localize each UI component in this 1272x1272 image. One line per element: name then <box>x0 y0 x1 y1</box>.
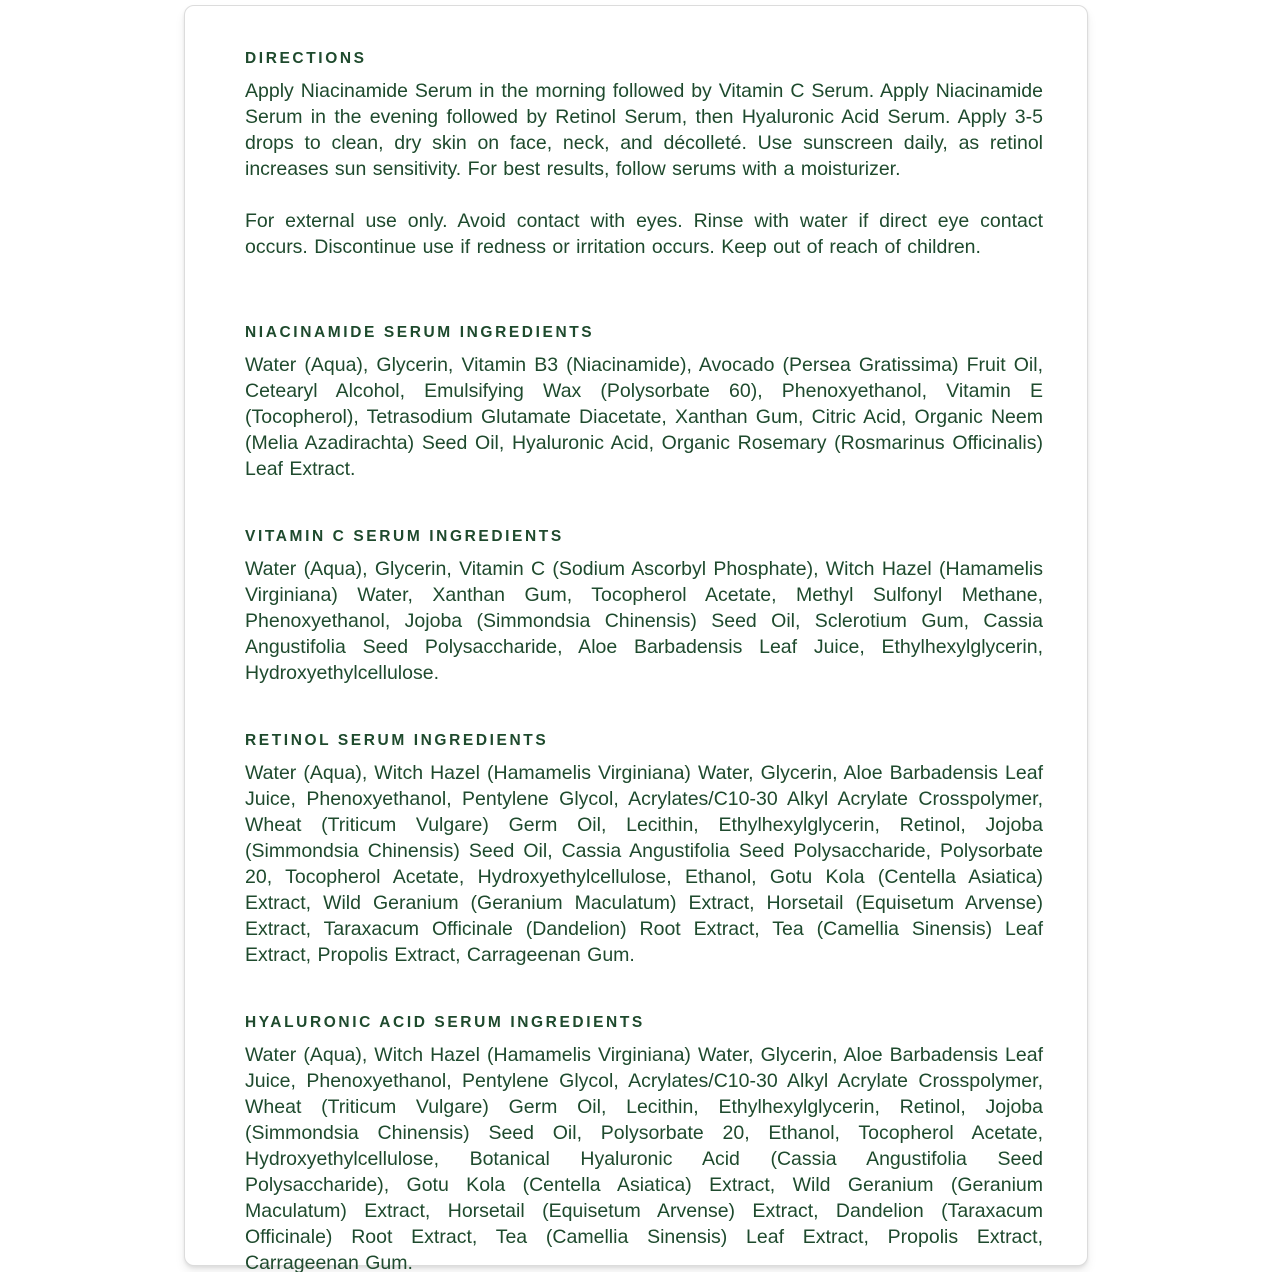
vitamin-c-ingredients-heading: VITAMIN C SERUM INGREDIENTS <box>245 528 564 545</box>
retinol-ingredients-list: Water (Aqua), Witch Hazel (Hamamelis Virginiana) Water, Glycerin, Aloe Barbadensis Leaf Juice, Phenoxyethanol, Pentylene Glycol, Acrylates/C10-30 Alkyl Acrylate Crosspolymer, Wheat (Triticum Vulgare) Germ Oil, Lecithin, Ethylhexylglycerin, Retinol, Jojoba (Simmondsia Chinensis) Seed Oil, Cassia Angustifolia Seed Polysaccharide, Polysorbate 20, Tocopherol Acetate, Hydroxyethylcellulose, Ethanol, Gotu Kola (Centella Asiatica) Extract, Wild Geranium (Geranium Maculatum) Extract, Horsetail (Equisetum Arvense) Extract, Taraxacum Officinale (Dandelion) Root Extract, Tea (Camellia Sinensis) Leaf Extract, Propolis Extract, Carrageenan Gum. <box>245 762 1043 966</box>
warning-paragraph: For external use only. Avoid contact with eyes. Rinse with water if direct eye contact occurs. Discontinue use if redness or irritation occurs. Keep out of reach of children. <box>245 210 1043 258</box>
section-directions <box>245 50 1043 260</box>
hyaluronic-ingredients-list: Water (Aqua), Witch Hazel (Hamamelis Virginiana) Water, Glycerin, Aloe Barbadensis Leaf Juice, Phenoxyethanol, Pentylene Glycol, Acrylates/C10-30 Alkyl Acrylate Crosspolymer, Wheat (Triticum Vulgare) Germ Oil, Lecithin, Ethylhexylglycerin, Retinol, Jojoba (Simmondsia Chinensis) Seed Oil, Polysorbate 20, Ethanol, Tocopherol Acetate, Hydroxyethylcellulose, Botanical Hyaluronic Acid (Cassia Angustifolia Seed Polysaccharide), Gotu Kola (Centella Asiatica) Extract, Wild Geranium (Geranium Maculatum) Extract, Horsetail (Equisetum Arvense) Extract, Dandelion (Taraxacum Officinale) Root Extract, Tea (Camellia Sinensis) Leaf Extract, Propolis Extract, Carrageenan Gum. <box>245 1044 1043 1272</box>
niacinamide-ingredients-list: Water (Aqua), Glycerin, Vitamin B3 (Niacinamide), Avocado (Persea Gratissima) Fruit Oil, Cetearyl Alcohol, Emulsifying Wax (Polysorbate 60), Phenoxyethanol, Vitamin E (Tocopherol), Tetrasodium Glutamate Diacetate, Xanthan Gum, Citric Acid, Organic Neem (Melia Azadirachta) Seed Oil, Hyaluronic Acid, Organic Rosemary (Rosmarinus Officinalis) Leaf Extract. <box>245 354 1043 480</box>
vitamin-c-ingredients-list: Water (Aqua), Glycerin, Vitamin C (Sodium Ascorbyl Phosphate), Witch Hazel (Hamamelis Virginiana) Water, Xanthan Gum, Tocopherol Acetate, Methyl Sulfonyl Methane, Phenoxyethanol, Jojoba (Simmondsia Chinensis) Seed Oil, Sclerotium Gum, Cassia Angustifolia Seed Polysaccharide, Aloe Barbadensis Leaf Juice, Ethylhexylglycerin, Hydroxyethylcellulose. <box>245 558 1043 684</box>
section-vitamin-c-ingredients <box>245 528 1043 686</box>
product-label-card <box>184 5 1088 1272</box>
section-hyaluronic-ingredients <box>245 1014 1043 1272</box>
hyaluronic-ingredients-heading: HYALURONIC ACID SERUM INGREDIENTS <box>245 1014 645 1031</box>
section-retinol-ingredients <box>245 732 1043 968</box>
niacinamide-ingredients-heading: NIACINAMIDE SERUM INGREDIENTS <box>245 324 595 341</box>
directions-paragraph: Apply Niacinamide Serum in the morning followed by Vitamin C Serum. Apply Niacinamide Serum in the evening followed by Retinol Serum, then Hyaluronic Acid Serum. Apply 3-5 drops to clean, dry skin on face, neck, and décolleté. Use sunscreen daily, as retinol increases sun sensitivity. For best results, follow serums with a moisturizer. <box>245 80 1043 180</box>
directions-heading: DIRECTIONS <box>245 50 367 67</box>
section-niacinamide-ingredients <box>245 324 1043 482</box>
retinol-ingredients-heading: RETINOL SERUM INGREDIENTS <box>245 732 549 749</box>
